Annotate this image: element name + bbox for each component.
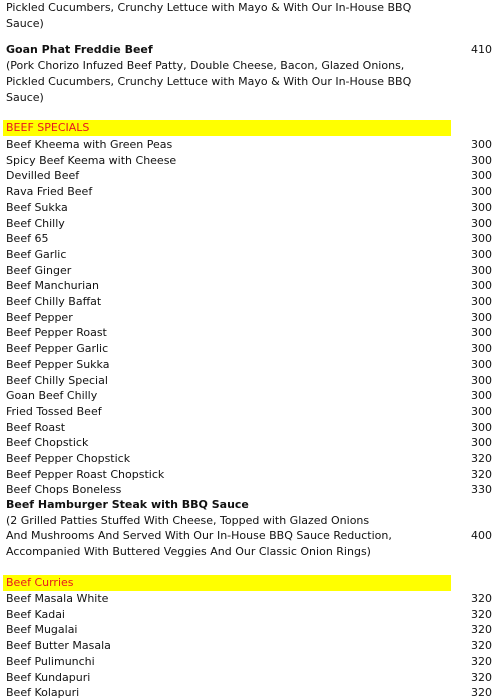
menu-item-row bbox=[6, 607, 496, 623]
menu-item-row bbox=[6, 451, 496, 467]
menu-item-name: Beef Roast bbox=[6, 420, 66, 434]
menu-item-row bbox=[6, 654, 496, 670]
menu-item-price: 300 bbox=[471, 232, 492, 246]
menu-item-price: 300 bbox=[471, 436, 492, 450]
menu-item-price: 300 bbox=[471, 216, 492, 230]
menu-item-price: 300 bbox=[471, 389, 492, 403]
menu-item-price: 300 bbox=[471, 310, 492, 324]
menu-item-price: 300 bbox=[471, 247, 492, 261]
menu-item-row bbox=[6, 467, 496, 483]
menu-item-name: Fried Tossed Beef bbox=[6, 404, 102, 418]
menu-item-name: Beef Kadai bbox=[6, 607, 65, 621]
menu-item-name: Beef 65 bbox=[6, 232, 49, 246]
continued-description-text: Sauce) bbox=[6, 17, 44, 30]
menu-item-price: 320 bbox=[471, 607, 492, 621]
menu-item-row bbox=[6, 482, 496, 498]
menu-item-row bbox=[6, 638, 496, 654]
menu-item-row bbox=[6, 216, 496, 232]
menu-item-price: 300 bbox=[471, 342, 492, 356]
menu-item-row bbox=[6, 670, 496, 686]
menu-item-row bbox=[6, 420, 496, 436]
menu-item-name: Beef Butter Masala bbox=[6, 639, 111, 653]
menu-item-name: Beef Sukka bbox=[6, 200, 68, 214]
steak-description-text: (2 Grilled Patties Stuffed With Cheese, Topped with Glazed Onions bbox=[6, 514, 370, 527]
menu-item-name: Beef Pepper Chopstick bbox=[6, 452, 131, 465]
section-heading-beef-curries: Beef Curries bbox=[3, 575, 451, 591]
menu-item-name: Beef Pepper Garlic bbox=[6, 342, 109, 356]
menu-item-price: 320 bbox=[471, 467, 492, 481]
menu-item-row bbox=[6, 137, 496, 153]
menu-item-name: Beef Kolapuri bbox=[6, 686, 80, 700]
menu-item-price: 300 bbox=[471, 169, 492, 183]
menu-item-row bbox=[6, 357, 496, 373]
menu-item-name: Goan Beef Chilly bbox=[6, 389, 98, 403]
menu-item-row bbox=[6, 685, 496, 700]
featured-item-price: 410 bbox=[471, 43, 492, 56]
menu-item-price: 300 bbox=[471, 200, 492, 214]
menu-item-price: 300 bbox=[471, 357, 492, 371]
menu-item-name: Rava Fried Beef bbox=[6, 185, 93, 199]
menu-item-name: Beef Kheema with Green Peas bbox=[6, 138, 173, 151]
featured-description-text: Pickled Cucumbers, Crunchy Lettuce with Mayo & With Our In-House BBQ bbox=[6, 75, 412, 88]
continued-description-line bbox=[6, 16, 496, 32]
steak-item-price: 400 bbox=[471, 529, 492, 542]
menu-item-price: 320 bbox=[471, 452, 492, 465]
steak-description-line bbox=[6, 528, 496, 544]
menu-item-row bbox=[6, 388, 496, 404]
menu-item-price: 300 bbox=[471, 263, 492, 277]
featured-description-text: (Pork Chorizo Infuzed Beef Patty, Double Cheese, Bacon, Glazed Onions, bbox=[6, 59, 405, 72]
menu-item-name: Beef Kundapuri bbox=[6, 670, 91, 684]
menu-item-name: Beef Chilly bbox=[6, 216, 65, 230]
menu-item-row bbox=[6, 310, 496, 326]
menu-item-price: 300 bbox=[471, 420, 492, 434]
menu-item-name: Beef Masala White bbox=[6, 592, 109, 605]
featured-item-name: Goan Phat Freddie Beef bbox=[6, 43, 153, 56]
menu-item-row bbox=[6, 341, 496, 357]
menu-item-price: 320 bbox=[471, 639, 492, 653]
menu-item-row bbox=[6, 247, 496, 263]
menu-item-price: 300 bbox=[471, 326, 492, 340]
menu-item-price: 320 bbox=[471, 686, 492, 700]
featured-description-text: Sauce) bbox=[6, 91, 44, 104]
menu-item-row bbox=[6, 200, 496, 216]
menu-item-price: 300 bbox=[471, 185, 492, 199]
menu-item-price: 320 bbox=[471, 654, 492, 668]
menu-item-row bbox=[6, 435, 496, 451]
menu-item-name: Beef Pulimunchi bbox=[6, 654, 95, 668]
continued-description-text: Pickled Cucumbers, Crunchy Lettuce with Mayo & With Our In-House BBQ bbox=[6, 1, 412, 14]
menu-item-row bbox=[6, 184, 496, 200]
section-heading-beef-specials: BEEF SPECIALS bbox=[3, 120, 451, 136]
featured-item-description bbox=[6, 74, 496, 90]
menu-item-name: Devilled Beef bbox=[6, 169, 80, 183]
menu-item-price: 320 bbox=[471, 592, 492, 605]
featured-item-description bbox=[6, 58, 496, 74]
steak-description-text: And Mushrooms And Served With Our In-House BBQ Sauce Reduction, bbox=[6, 529, 392, 542]
menu-item-price: 300 bbox=[471, 153, 492, 167]
menu-item-name: Beef Garlic bbox=[6, 247, 67, 261]
menu-item-price: 320 bbox=[471, 670, 492, 684]
steak-description-line bbox=[6, 544, 496, 560]
menu-item-name: Beef Pepper Roast bbox=[6, 326, 107, 340]
menu-item-row bbox=[6, 263, 496, 279]
featured-item-description bbox=[6, 90, 496, 106]
menu-item-row bbox=[6, 153, 496, 169]
menu-item-name: Spicy Beef Keema with Cheese bbox=[6, 153, 177, 167]
menu-item-row bbox=[6, 294, 496, 310]
menu-item-price: 300 bbox=[471, 404, 492, 418]
menu-item-row bbox=[6, 404, 496, 420]
menu-item-row bbox=[6, 591, 496, 607]
continued-description-line bbox=[6, 0, 496, 16]
menu-item-name: Beef Chilly Special bbox=[6, 373, 108, 387]
steak-description-text: Accompanied With Buttered Veggies And Our Classic Onion Rings) bbox=[6, 545, 371, 558]
menu-item-name: Beef Pepper Roast Chopstick bbox=[6, 467, 165, 481]
menu-item-price: 300 bbox=[471, 295, 492, 308]
steak-item-row bbox=[6, 497, 496, 513]
menu-item-price: 320 bbox=[471, 623, 492, 637]
menu-item-name: Beef Pepper Sukka bbox=[6, 357, 110, 371]
menu-item-name: Beef Manchurian bbox=[6, 279, 99, 293]
steak-description-line bbox=[6, 513, 496, 529]
menu-item-price: 300 bbox=[471, 373, 492, 387]
menu-item-name: Beef Chops Boneless bbox=[6, 483, 122, 497]
menu-item-row bbox=[6, 622, 496, 638]
menu-item-row bbox=[6, 168, 496, 184]
menu-item-row bbox=[6, 325, 496, 341]
menu-item-name: Beef Pepper bbox=[6, 310, 73, 324]
menu-item-name: Beef Chopstick bbox=[6, 436, 89, 450]
menu-item-name: Beef Mugalai bbox=[6, 623, 78, 637]
menu-item-row bbox=[6, 373, 496, 389]
menu-item-price: 330 bbox=[471, 483, 492, 497]
menu-item-row bbox=[6, 278, 496, 294]
menu-item-name: Beef Chilly Baffat bbox=[6, 295, 102, 308]
featured-item-row bbox=[6, 42, 496, 58]
menu-item-row bbox=[6, 231, 496, 247]
steak-item-name: Beef Hamburger Steak with BBQ Sauce bbox=[6, 498, 249, 511]
menu-item-price: 300 bbox=[471, 279, 492, 293]
menu-item-price: 300 bbox=[471, 138, 492, 151]
menu-item-name: Beef Ginger bbox=[6, 263, 72, 277]
